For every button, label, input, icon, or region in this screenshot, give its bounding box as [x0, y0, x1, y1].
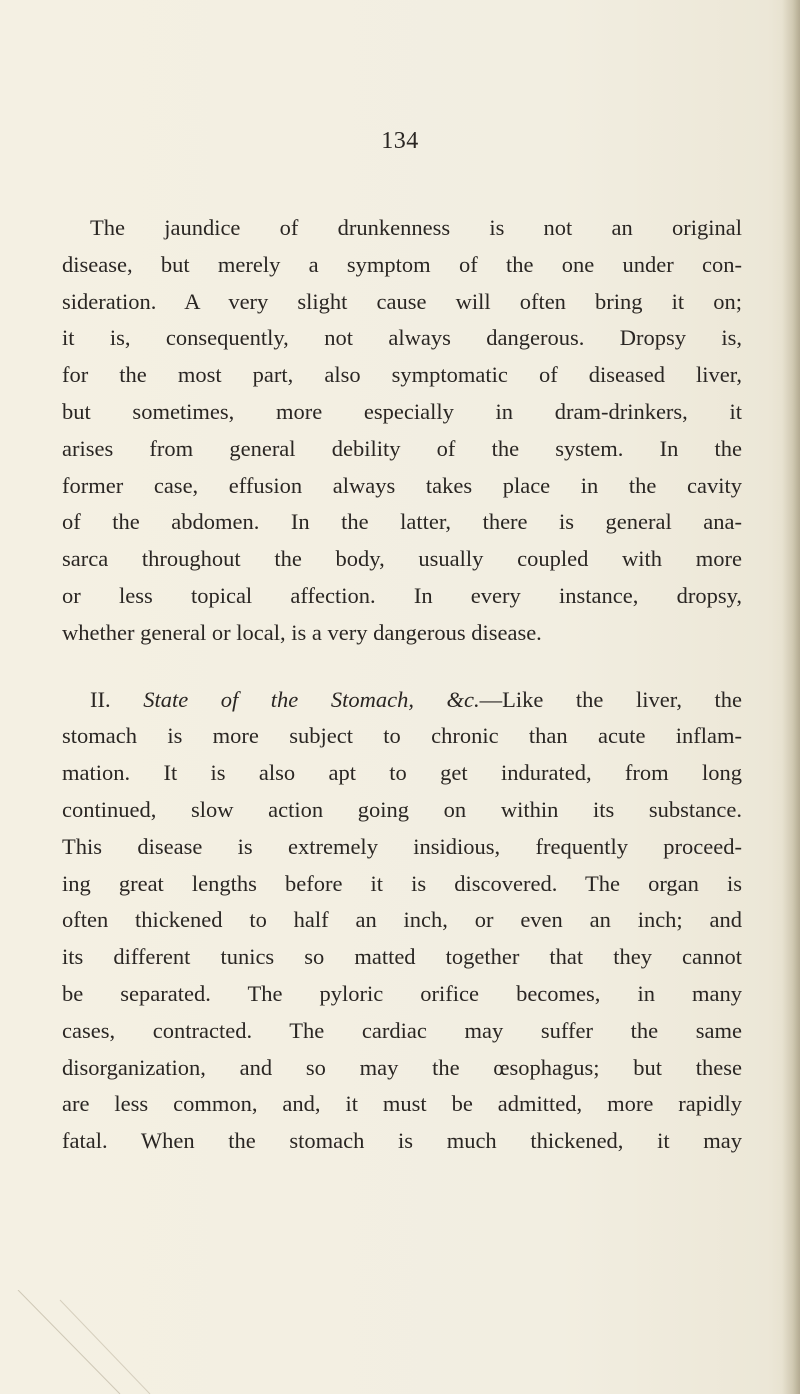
text-line: This disease is extremely insidious, frequently proceed-	[62, 833, 742, 859]
text-line: former case, effusion always takes place in the cavity	[62, 472, 742, 498]
text-line: but sometimes, more especially in dram-drinkers, it	[62, 398, 742, 424]
text-line: mation. It is also apt to get indurated, from long	[62, 760, 742, 786]
text-line: disorganization, and so may the œsophagus; but these	[62, 1054, 742, 1080]
text-line: The jaundice of drunkenness is not an original	[90, 215, 742, 240]
section-numeral: II.	[90, 686, 111, 712]
text-line: sarca throughout the body, usually coupled with more	[62, 546, 742, 572]
text-line: cases, contracted. The cardiac may suffer the same	[62, 1017, 742, 1043]
section-heading-continuation: —Like the liver, the	[479, 686, 742, 712]
text-line: for the most part, also symptomatic of diseased liver,	[62, 362, 742, 388]
section-heading: State of the Stomach, &c.	[143, 686, 480, 712]
text-line: disease, but merely a symptom of the one under con-	[62, 251, 742, 277]
body-text	[62, 210, 742, 1160]
text-line: sideration. A very slight cause will often bring it on;	[62, 288, 742, 314]
text-line: stomach is more subject to chronic than acute inflam-	[62, 723, 742, 749]
text-line: or less topical affection. In every instance, dropsy,	[62, 582, 742, 608]
text-line: of the abdomen. In the latter, there is general ana-	[62, 509, 742, 535]
text-line: be separated. The pyloric orifice becomes, in many	[62, 980, 742, 1006]
text-line: it is, consequently, not always dangerous. Dropsy is,	[62, 325, 742, 351]
text-line: whether general or local, is a very dangerous disease.	[62, 619, 542, 645]
text-line: arises from general debility of the system. In the	[62, 435, 742, 461]
page-corner-crease	[0, 1290, 200, 1394]
text-line: fatal. When the stomach is much thickened, it may	[62, 1128, 742, 1154]
page-number: 134	[381, 128, 419, 154]
section-heading-line	[62, 682, 742, 719]
text-line: are less common, and, it must be admitted, more rapidly	[62, 1091, 742, 1117]
paragraph-stomach	[62, 682, 742, 1160]
text-line: continued, slow action going on within its substance.	[62, 796, 742, 822]
text-line: often thickened to half an inch, or even an inch; and	[62, 907, 742, 933]
text-line: ing great lengths before it is discovered. The organ is	[62, 870, 742, 896]
page-edge-shadow	[782, 0, 800, 1394]
text-line: its different tunics so matted together that they cannot	[62, 944, 742, 970]
paragraph-jaundice	[62, 210, 742, 652]
